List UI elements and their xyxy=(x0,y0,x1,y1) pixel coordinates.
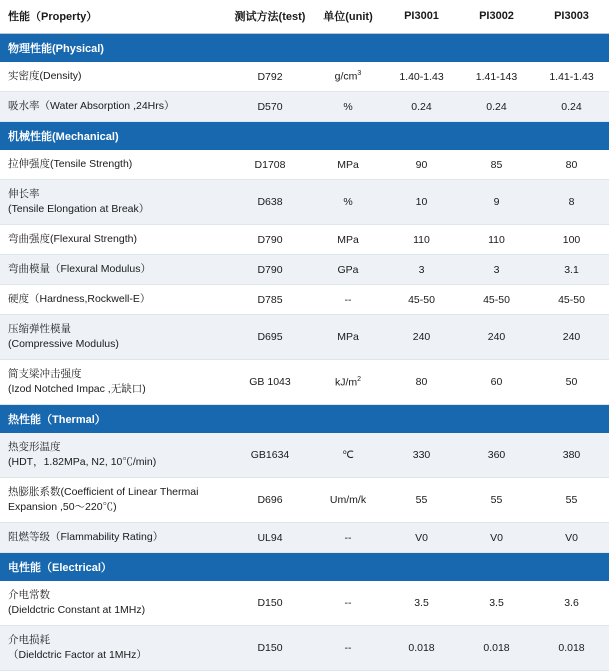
cell-value-pi3002: 0.24 xyxy=(459,92,534,122)
cell-value-pi3001: 1.40-1.43 xyxy=(384,62,459,92)
cell-property xyxy=(0,180,228,225)
cell-value-pi3003: 0.018 xyxy=(534,626,609,671)
cell-property-line1: 热膨胀系数(Coefficient of Linear Thermai xyxy=(8,486,199,498)
cell-value-pi3003: 50 xyxy=(534,360,609,405)
table-row xyxy=(0,360,609,405)
table-row xyxy=(0,478,609,523)
cell-value-pi3001: 10 xyxy=(384,180,459,225)
column-header-property: 性能（Property） xyxy=(0,0,228,34)
table-row xyxy=(0,255,609,285)
cell-value-pi3001: 3.5 xyxy=(384,581,459,626)
cell-unit: MPa xyxy=(312,150,384,180)
table-header-row xyxy=(0,0,609,34)
cell-value-pi3001: 55 xyxy=(384,478,459,523)
cell-test-method: GB1634 xyxy=(228,433,312,478)
cell-value-pi3003: 1.41-1.43 xyxy=(534,62,609,92)
cell-property: 阻燃等级（Flammability Rating） xyxy=(0,523,228,553)
cell-unit: ℃ xyxy=(312,433,384,478)
cell-property: 硬度（Hardness,Rockwell-E） xyxy=(0,285,228,315)
cell-test-method: D638 xyxy=(228,180,312,225)
table-row xyxy=(0,225,609,255)
cell-value-pi3003: 55 xyxy=(534,478,609,523)
cell-unit xyxy=(312,360,384,405)
cell-property-line1: 简支梁冲击强度 xyxy=(8,368,82,380)
cell-property-line2: (HDT，1.82MPa, N2, 10℃/min) xyxy=(8,456,157,468)
cell-unit-exponent: 2 xyxy=(357,375,362,383)
table-row xyxy=(0,626,609,671)
cell-property xyxy=(0,478,228,523)
column-header-pi3002: PI3002 xyxy=(459,0,534,34)
cell-property: 拉伸强度(Tensile Strength) xyxy=(0,150,228,180)
section-header-row xyxy=(0,553,609,582)
cell-property-line1: 伸长率 xyxy=(8,188,40,200)
cell-value-pi3001: 240 xyxy=(384,315,459,360)
cell-test-method: D695 xyxy=(228,315,312,360)
section-header-label: 机械性能(Mechanical) xyxy=(0,122,609,151)
cell-property-line1: 压缩弹性模量 xyxy=(8,323,71,335)
cell-value-pi3002: 240 xyxy=(459,315,534,360)
table-row xyxy=(0,315,609,360)
section-header-label: 物理性能(Physical) xyxy=(0,34,609,63)
cell-value-pi3003: 8 xyxy=(534,180,609,225)
cell-value-pi3003: 380 xyxy=(534,433,609,478)
cell-test-method: D696 xyxy=(228,478,312,523)
cell-value-pi3001: 0.018 xyxy=(384,626,459,671)
cell-unit: -- xyxy=(312,626,384,671)
cell-unit: MPa xyxy=(312,315,384,360)
section-header-row xyxy=(0,122,609,151)
cell-property-line2: （Dieldctric Factor at 1MHz） xyxy=(8,649,147,661)
cell-value-pi3002: 85 xyxy=(459,150,534,180)
cell-property xyxy=(0,315,228,360)
cell-property-line2: (Dieldctric Constant at 1MHz) xyxy=(8,604,146,616)
cell-value-pi3003: 45-50 xyxy=(534,285,609,315)
cell-value-pi3002: 60 xyxy=(459,360,534,405)
cell-property-line1: 热变形温度 xyxy=(8,441,61,453)
cell-property xyxy=(0,433,228,478)
cell-value-pi3002: 360 xyxy=(459,433,534,478)
cell-property-line1: 介电损耗 xyxy=(8,634,50,646)
cell-value-pi3002: 1.41-143 xyxy=(459,62,534,92)
cell-value-pi3003: 3.1 xyxy=(534,255,609,285)
cell-property-line2: (Izod Notched Impac ,无缺口) xyxy=(8,383,146,395)
cell-unit: % xyxy=(312,92,384,122)
cell-value-pi3001: V0 xyxy=(384,523,459,553)
cell-value-pi3001: 45-50 xyxy=(384,285,459,315)
table-row xyxy=(0,150,609,180)
cell-value-pi3003: 3.6 xyxy=(534,581,609,626)
cell-test-method: UL94 xyxy=(228,523,312,553)
section-header-label: 热性能（Thermal） xyxy=(0,405,609,434)
cell-unit: -- xyxy=(312,285,384,315)
cell-test-method: D790 xyxy=(228,225,312,255)
column-header-pi3003: PI3003 xyxy=(534,0,609,34)
cell-value-pi3002: 3.5 xyxy=(459,581,534,626)
cell-unit: GPa xyxy=(312,255,384,285)
cell-test-method: D1708 xyxy=(228,150,312,180)
cell-property: 吸水率（Water Absorption ,24Hrs） xyxy=(0,92,228,122)
cell-value-pi3003: 80 xyxy=(534,150,609,180)
cell-property-line1: 介电常数 xyxy=(8,589,50,601)
cell-property: 弯曲模量（Flexural Modulus） xyxy=(0,255,228,285)
cell-value-pi3001: 80 xyxy=(384,360,459,405)
cell-property xyxy=(0,360,228,405)
cell-unit-base: kJ/m xyxy=(334,376,358,389)
table-row xyxy=(0,581,609,626)
cell-test-method: D570 xyxy=(228,92,312,122)
table-row xyxy=(0,285,609,315)
cell-unit: -- xyxy=(312,523,384,553)
cell-test-method: D150 xyxy=(228,581,312,626)
cell-value-pi3002: 45-50 xyxy=(459,285,534,315)
cell-value-pi3001: 3 xyxy=(384,255,459,285)
cell-test-method: D792 xyxy=(228,62,312,92)
cell-value-pi3003: V0 xyxy=(534,523,609,553)
cell-value-pi3002: 55 xyxy=(459,478,534,523)
cell-value-pi3003: 100 xyxy=(534,225,609,255)
cell-value-pi3003: 240 xyxy=(534,315,609,360)
column-header-unit: 单位(unit) xyxy=(312,0,384,34)
cell-unit: Um/m/k xyxy=(312,478,384,523)
cell-unit-exponent: 3 xyxy=(357,70,362,78)
cell-value-pi3001: 330 xyxy=(384,433,459,478)
cell-unit xyxy=(312,62,384,92)
cell-value-pi3001: 0.24 xyxy=(384,92,459,122)
cell-test-method: D785 xyxy=(228,285,312,315)
cell-property xyxy=(0,626,228,671)
cell-value-pi3001: 110 xyxy=(384,225,459,255)
cell-property: 实密度(Density) xyxy=(0,62,228,92)
cell-test-method: D790 xyxy=(228,255,312,285)
cell-value-pi3002: 3 xyxy=(459,255,534,285)
cell-value-pi3003: 0.24 xyxy=(534,92,609,122)
column-header-test: 测试方法(test) xyxy=(228,0,312,34)
table-row xyxy=(0,523,609,553)
cell-test-method: D150 xyxy=(228,626,312,671)
table-row xyxy=(0,433,609,478)
table-row xyxy=(0,62,609,92)
cell-property-line2: (Tensile Elongation at Break） xyxy=(8,203,150,215)
cell-property xyxy=(0,581,228,626)
table-row xyxy=(0,180,609,225)
cell-property-line2: Expansion ,50～220℃) xyxy=(8,501,117,513)
cell-property: 弯曲强度(Flexural Strength) xyxy=(0,225,228,255)
section-header-row xyxy=(0,405,609,434)
table-row xyxy=(0,92,609,122)
cell-test-method: GB 1043 xyxy=(228,360,312,405)
cell-unit-base: g/cm xyxy=(334,70,358,83)
cell-value-pi3002: 0.018 xyxy=(459,626,534,671)
cell-unit: -- xyxy=(312,581,384,626)
cell-property-line2: (Compressive Modulus) xyxy=(8,338,119,350)
cell-unit: MPa xyxy=(312,225,384,255)
section-header-label: 电性能（Electrical） xyxy=(0,553,609,582)
cell-value-pi3002: 110 xyxy=(459,225,534,255)
cell-value-pi3002: V0 xyxy=(459,523,534,553)
section-header-row xyxy=(0,34,609,63)
cell-value-pi3001: 90 xyxy=(384,150,459,180)
cell-unit: % xyxy=(312,180,384,225)
cell-value-pi3002: 9 xyxy=(459,180,534,225)
column-header-pi3001: PI3001 xyxy=(384,0,459,34)
